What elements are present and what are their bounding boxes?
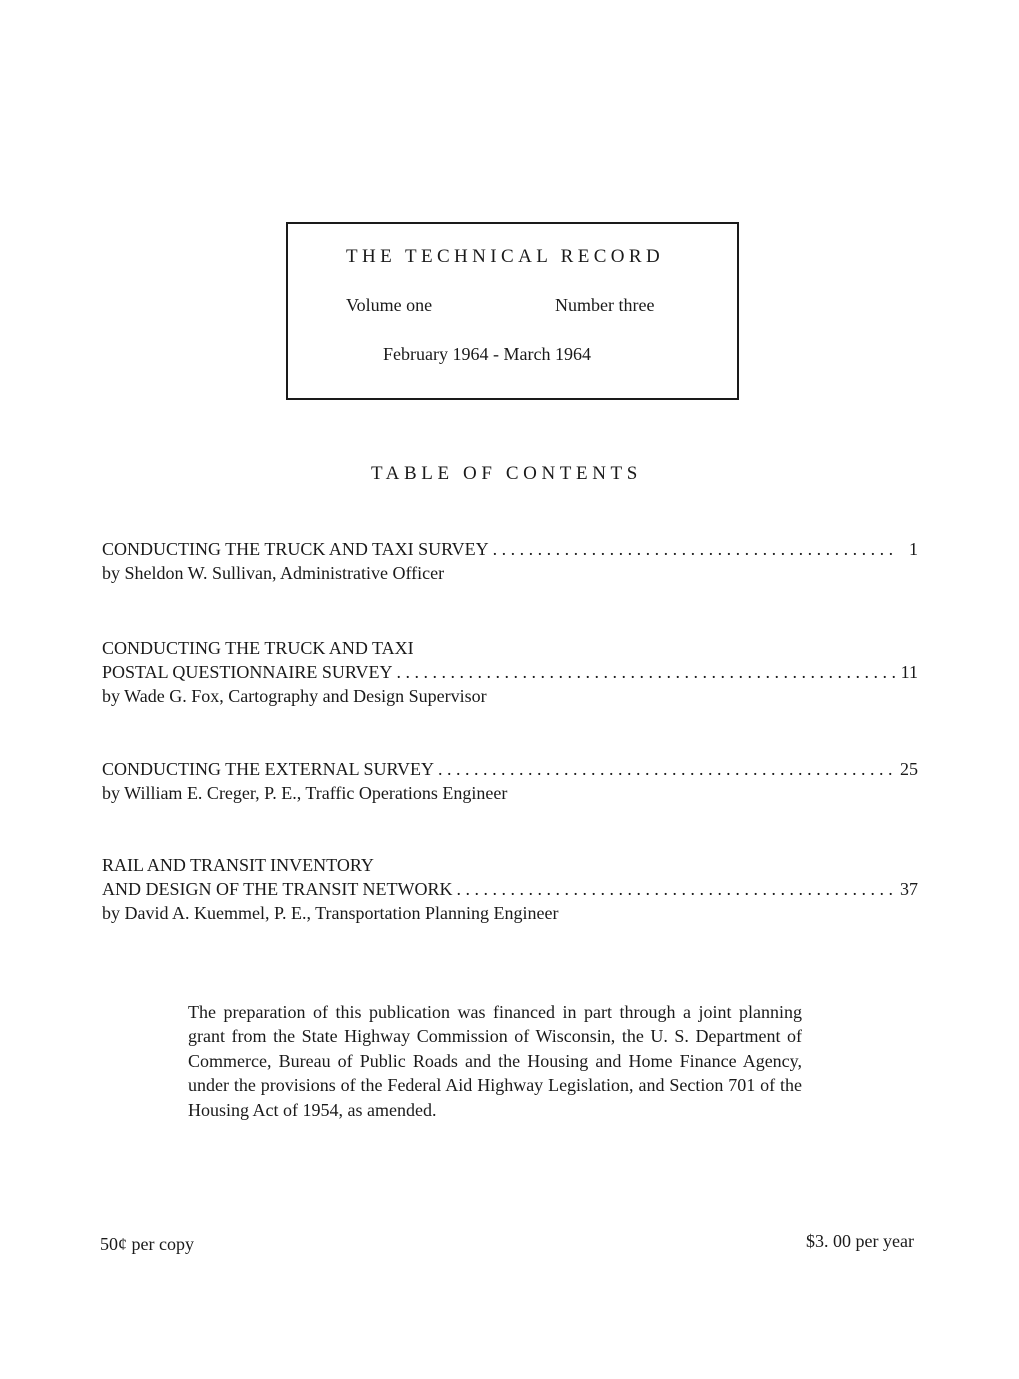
issue-number-label: Number three [555, 295, 655, 315]
dot-leader [493, 537, 898, 561]
toc-entry-title: CONDUCTING THE EXTERNAL SURVEY [102, 759, 435, 779]
toc-entry [102, 853, 918, 925]
toc-entry-author: by William E. Creger, P. E., Traffic Operations Engineer [102, 783, 508, 803]
toc-entry-title: POSTAL QUESTIONNAIRE SURVEY [102, 662, 393, 682]
price-per-copy: 50¢ per copy [100, 1234, 194, 1254]
toc-entry-title: AND DESIGN OF THE TRANSIT NETWORK [102, 879, 453, 899]
dot-leader [396, 660, 896, 684]
toc-title-line [102, 537, 918, 561]
toc-title-line [102, 853, 918, 877]
toc-entry-author: by Wade G. Fox, Cartography and Design Supervisor [102, 686, 487, 706]
toc-title-line [102, 660, 918, 684]
masthead-box [286, 222, 739, 400]
toc-entry-author: by Sheldon W. Sullivan, Administrative Officer [102, 563, 445, 583]
toc-title-line [102, 877, 918, 901]
volume-label: Volume one [346, 295, 433, 315]
price-per-year: $3. 00 per year [806, 1231, 914, 1251]
toc-entry [102, 757, 918, 805]
dot-leader [457, 877, 897, 901]
toc-title-line [102, 636, 918, 660]
toc-title-line [102, 757, 918, 781]
toc-page-number: 25 [900, 759, 918, 779]
toc-entry-title: CONDUCTING THE TRUCK AND TAXI [102, 638, 414, 658]
toc-entry [102, 537, 918, 585]
toc-page-number: 1 [909, 539, 918, 559]
funding-note: The preparation of this publication was financed in part through a joint planning grant from the State Highway Commission of Wisconsin, the U. S. Department of Commerce, Bureau of Public Roads and the Housing and Home Finance Agency, under the provisions of the Federal Aid Highway Legislation, and Section 701 of the Housing Act of 1954, as amended. [188, 1002, 802, 1120]
toc-page-number: 11 [900, 662, 918, 682]
toc-page-number: 37 [900, 879, 918, 899]
toc-heading: TABLE OF CONTENTS [371, 463, 642, 484]
toc-entry-title: CONDUCTING THE TRUCK AND TAXI SURVEY [102, 539, 489, 559]
dot-leader [438, 757, 896, 781]
toc-entry-title: RAIL AND TRANSIT INVENTORY [102, 855, 374, 875]
toc-entry-author: by David A. Kuemmel, P. E., Transportation Planning Engineer [102, 903, 559, 923]
issue-dates: February 1964 - March 1964 [383, 344, 591, 364]
publication-title: THE TECHNICAL RECORD [346, 246, 665, 267]
toc-entry [102, 636, 918, 708]
